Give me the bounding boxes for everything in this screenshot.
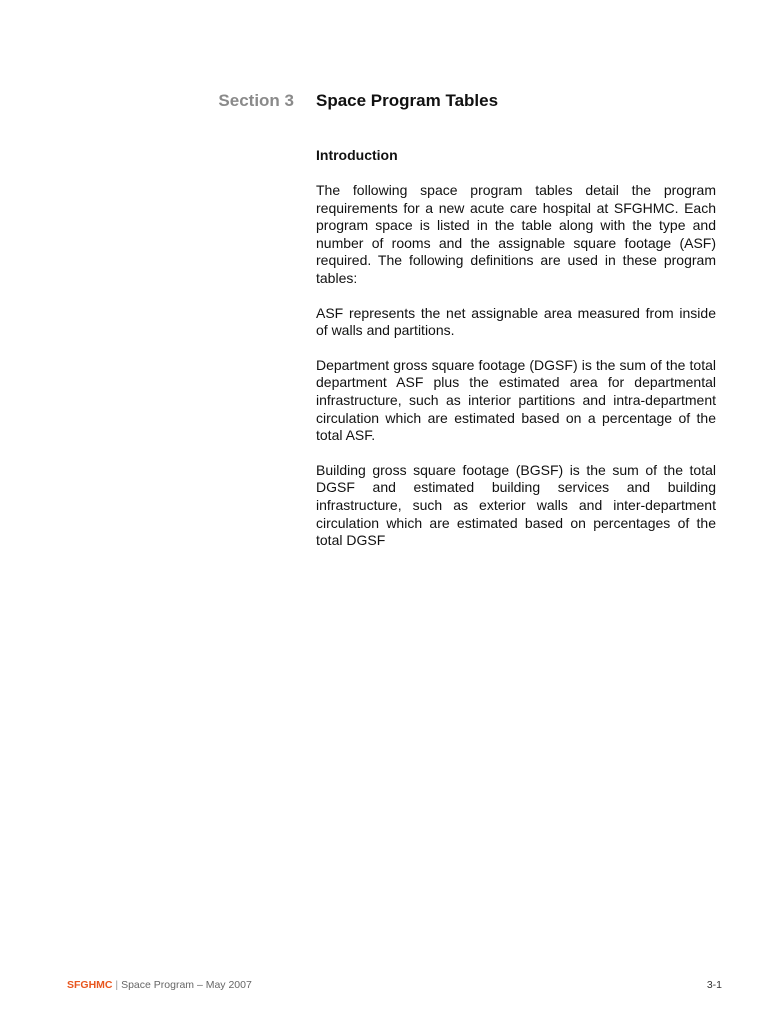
subheading-introduction: Introduction — [316, 147, 398, 163]
footer-doc-info: Space Program – May 2007 — [121, 979, 252, 991]
footer-separator: | — [115, 979, 119, 991]
page-number: 3-1 — [706, 979, 722, 991]
paragraph-bgsf-definition: Building gross square footage (BGSF) is the sum of the total DGSF and estimated building services and building infrastructure, such as exterior walls and inter-department circulation which are estimated based on percentages of the total DGSF — [316, 461, 716, 549]
page-title: Space Program Tables — [316, 91, 499, 110]
document-body — [316, 146, 716, 567]
footer-left — [67, 979, 252, 991]
paragraph-intro: The following space program tables detail the program requirements for a new acute care hospital at SFGHMC. Each program space is listed in the table along with the type and number of rooms and the assignable square footage (ASF) required. The following definitions are used in these program tables: — [316, 182, 716, 286]
paragraph-dgsf-definition: Department gross square footage (DGSF) is the sum of the total department ASF plus the estimated area for departmental infrastructure, such as interior partitions and intra-department circulation which are estimated based on a percentage of the total ASF. — [316, 356, 716, 444]
paragraph-asf-definition: ASF represents the net assignable area measured from inside of walls and partitions. — [316, 304, 716, 339]
footer-brand: SFGHMC — [67, 979, 113, 991]
section-label: Section 3 — [218, 91, 294, 110]
